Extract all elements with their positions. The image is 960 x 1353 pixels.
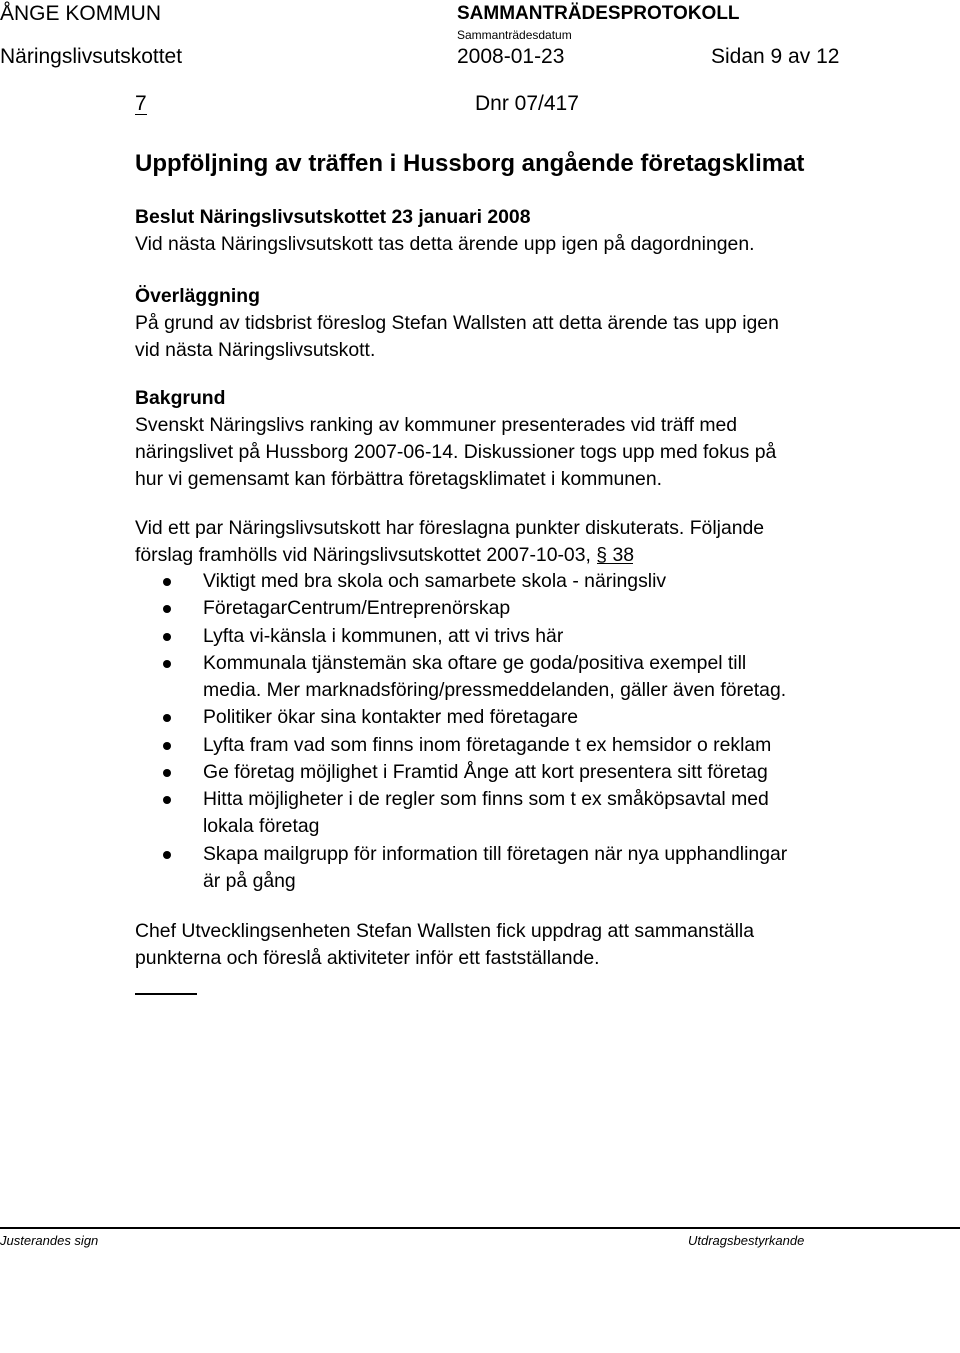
committee-name: Näringslivsutskottet xyxy=(0,45,183,68)
list-item-text: Lyfta vi-känsla i kommunen, att vi trivs här xyxy=(203,625,564,647)
date-label: Sammanträdesdatum xyxy=(457,28,572,42)
list-item-text: FöretagarCentrum/Entreprenörskap xyxy=(203,597,511,619)
decision-heading: Beslut Näringslivsutskottet 23 januari 2008 xyxy=(135,206,531,228)
decision-text: Vid nästa Näringslivsutskott tas detta ärende upp igen på dagordningen. xyxy=(135,233,755,255)
document-type: SAMMANTRÄDESPROTOKOLL xyxy=(457,3,740,24)
conclusion-line: Chef Utvecklingsenheten Stefan Wallsten fick uppdrag att sammanställa xyxy=(135,920,755,942)
list-item-text-continued: är på gång xyxy=(203,870,296,892)
deliberation-line: vid nästa Näringslivsutskott. xyxy=(135,339,376,361)
list-item-text-continued: media. Mer marknadsföring/pressmeddelanden, gäller även företag. xyxy=(203,679,787,701)
list-item-text: Kommunala tjänstemän ska oftare ge goda/positiva exempel till xyxy=(203,652,747,674)
footer-rule xyxy=(0,1227,960,1229)
conclusion-line: punkterna och föreslå aktiviteter inför ett fastställande. xyxy=(135,947,600,969)
bullet-icon xyxy=(163,796,171,804)
bullet-icon xyxy=(163,769,171,777)
organization-name: ÅNGE KOMMUN xyxy=(0,2,162,25)
bullet-icon xyxy=(163,742,171,750)
deliberation-line: På grund av tidsbrist föreslog Stefan Wallsten att detta ärende tas upp igen xyxy=(135,312,779,334)
bullet-icon xyxy=(163,660,171,668)
bullet-icon xyxy=(163,714,171,722)
list-item-text: Skapa mailgrupp för information till företagen när nya upphandlingar xyxy=(203,843,788,865)
background-line: näringslivet på Hussborg 2007-06-14. Diskussioner togs upp med fokus på xyxy=(135,441,777,463)
points-intro-line-with-ref xyxy=(135,542,634,569)
dnr-number: Dnr 07/417 xyxy=(475,92,579,115)
list-item-text: Lyfta fram vad som finns inom företagande t ex hemsidor o reklam xyxy=(203,734,772,756)
bullet-icon xyxy=(163,605,171,613)
paragraph-number: 7 xyxy=(135,92,147,115)
list-item-text-continued: lokala företag xyxy=(203,815,320,837)
background-heading: Bakgrund xyxy=(135,387,226,409)
certification-label: Utdragsbestyrkande xyxy=(688,1233,805,1248)
section-end-rule xyxy=(135,993,197,995)
points-intro-text: förslag framhölls vid Näringslivsutskottet 2007-10-03, xyxy=(135,544,597,566)
paragraph-reference: § 38 xyxy=(596,544,635,566)
bullet-icon xyxy=(163,633,171,641)
bullet-icon xyxy=(163,578,171,586)
background-line: Svenskt Näringslivs ranking av kommuner presenterades vid träff med xyxy=(135,414,738,436)
paragraph-sign-underline xyxy=(135,114,147,115)
list-item-text: Hitta möjligheter i de regler som finns som t ex småköpsavtal med xyxy=(203,788,769,810)
list-item-text: Politiker ökar sina kontakter med företagare xyxy=(203,706,579,728)
adjuster-signature-label: Justerandes sign xyxy=(0,1233,99,1248)
list-item-text: Ge företag möjlighet i Framtid Ånge att kort presentera sitt företag xyxy=(203,761,768,783)
bullet-icon xyxy=(163,851,171,859)
deliberation-heading: Överläggning xyxy=(135,285,260,307)
item-title: Uppföljning av träffen i Hussborg angående företagsklimat xyxy=(135,150,805,177)
list-item-text: Viktigt med bra skola och samarbete skola - näringsliv xyxy=(203,570,667,592)
meeting-date: 2008-01-23 xyxy=(457,45,565,68)
page-number: Sidan 9 av 12 xyxy=(711,45,840,68)
background-line: hur vi gemensamt kan förbättra företagsklimatet i kommunen. xyxy=(135,468,663,490)
points-intro-line: Vid ett par Näringslivsutskott har föreslagna punkter diskuterats. Följande xyxy=(135,517,765,539)
